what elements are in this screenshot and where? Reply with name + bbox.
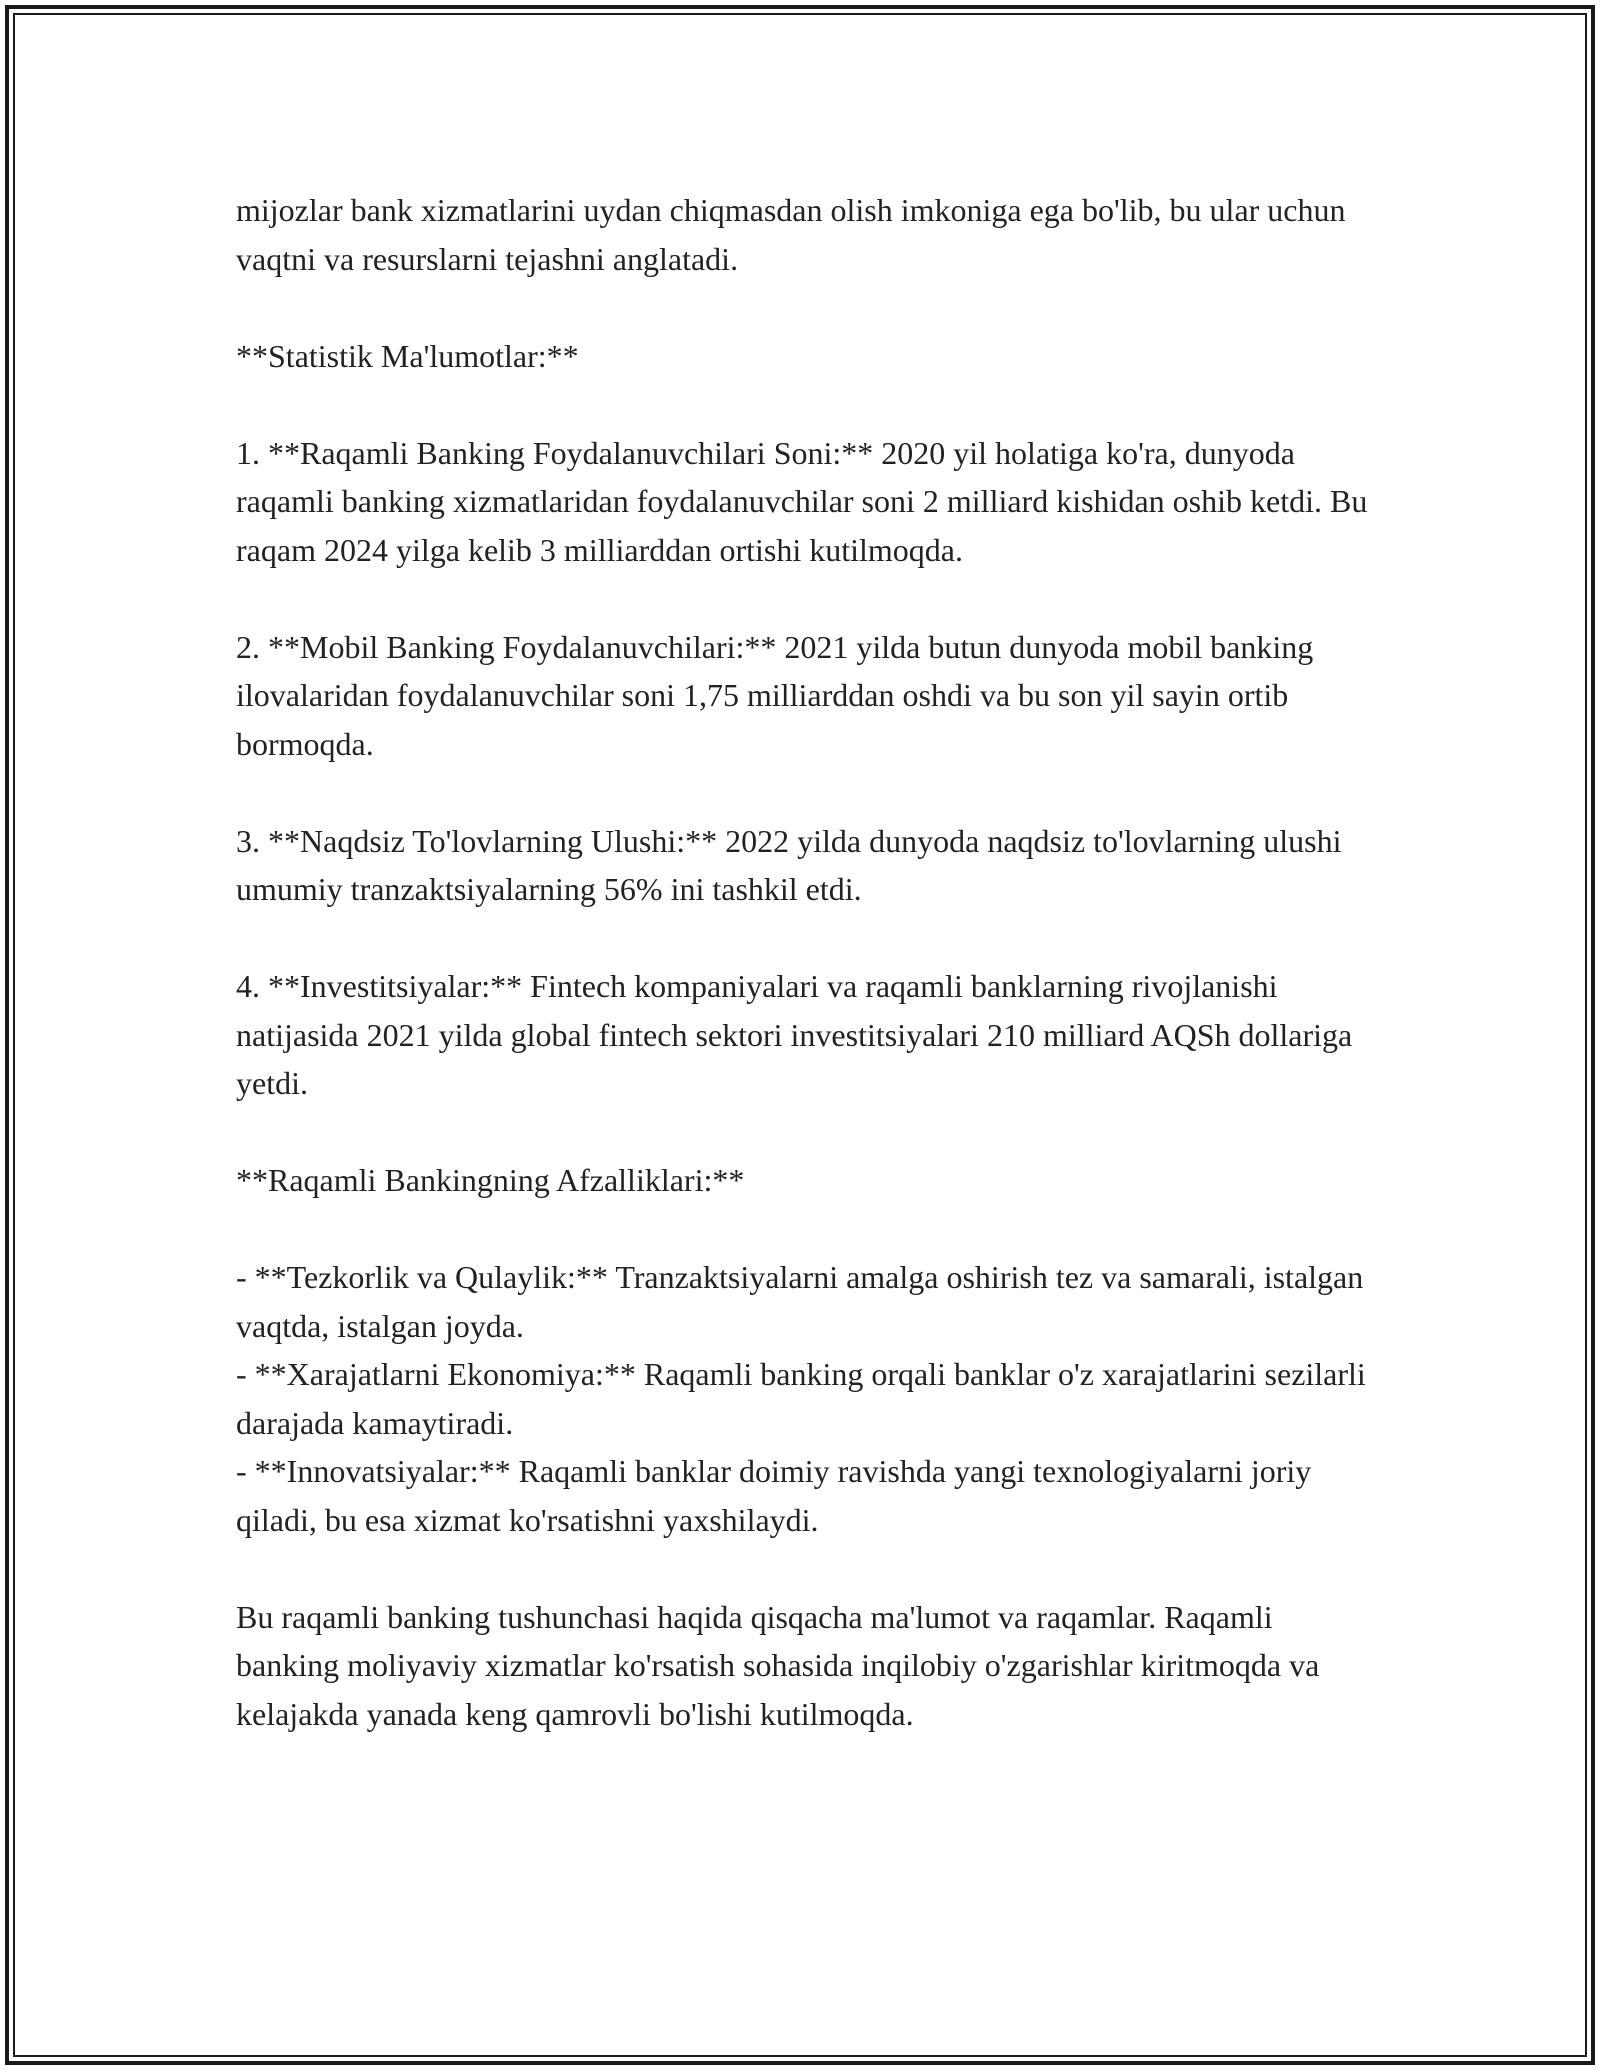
stat-item-1: 1. **Raqamli Banking Foydalanuvchilari Soni:** 2020 yil holatiga ko'ra, dunyoda raqamli banking xizmatlaridan foydalanuvchilar soni 2 milliard kishidan oshib ketdi. Bu raqam 2024 yilga kelib 3 milliarddan ortishi kutilmoqda. xyxy=(236,434,1368,568)
statistics-heading: **Statistik Ma'lumotlar:** xyxy=(236,337,579,374)
intro-paragraph: mijozlar bank xizmatlarini uydan chiqmasdan olish imkoniga ega bo'lib, bu ular uchun vaqtni va resurslarni tejashni anglatadi. xyxy=(236,192,1346,277)
stat-item-3: 3. **Naqdsiz To'lovlarning Ulushi:** 2022 yilda dunyoda naqdsiz to'lovlarning ulushi umumiy tranzaktsiyalarning 56% ini tashkil etdi. xyxy=(236,822,1342,907)
advantages-heading: **Raqamli Bankingning Afzalliklari:** xyxy=(236,1162,745,1198)
document-body xyxy=(236,186,1376,1738)
advantage-item-2: - **Xarajatlarni Ekonomiya:** Raqamli banking orqali banklar o'z xarajatlarini sezilarli darajada kamaytiradi. xyxy=(236,1356,1366,1441)
advantage-item-1: - **Tezkorlik va Qulaylik:** Tranzaktsiyalarni amalga oshirish tez va samarali, istalgan vaqtda, istalgan joyda. xyxy=(236,1259,1364,1344)
advantages-list xyxy=(236,1253,1376,1544)
stat-item-2: 2. **Mobil Banking Foydalanuvchilari:** 2021 yilda butun dunyoda mobil banking ilovalaridan foydalanuvchilar soni 1,75 milliarddan oshdi va bu son yil sayin ortib bormoqda. xyxy=(236,628,1314,762)
closing-paragraph: Bu raqamli banking tushunchasi haqida qisqacha ma'lumot va raqamlar. Raqamli banking moliyaviy xizmatlar ko'rsatish sohasida inqilobiy o'zgarishlar kiritmoqda va kelajakda yanada keng qamrovli bo'lishi kutilmoqda. xyxy=(236,1598,1320,1732)
advantage-item-3: - **Innovatsiyalar:** Raqamli banklar doimiy ravishda yangi texnologiyalarni joriy qiladi, bu esa xizmat ko'rsatishni yaxshilaydi. xyxy=(236,1453,1312,1538)
stat-item-4: 4. **Investitsiyalar:** Fintech kompaniyalari va raqamli banklarning rivojlanishi natijasida 2021 yilda global fintech sektori investitsiyalari 210 milliard AQSh dollariga yetdi. xyxy=(236,968,1353,1101)
